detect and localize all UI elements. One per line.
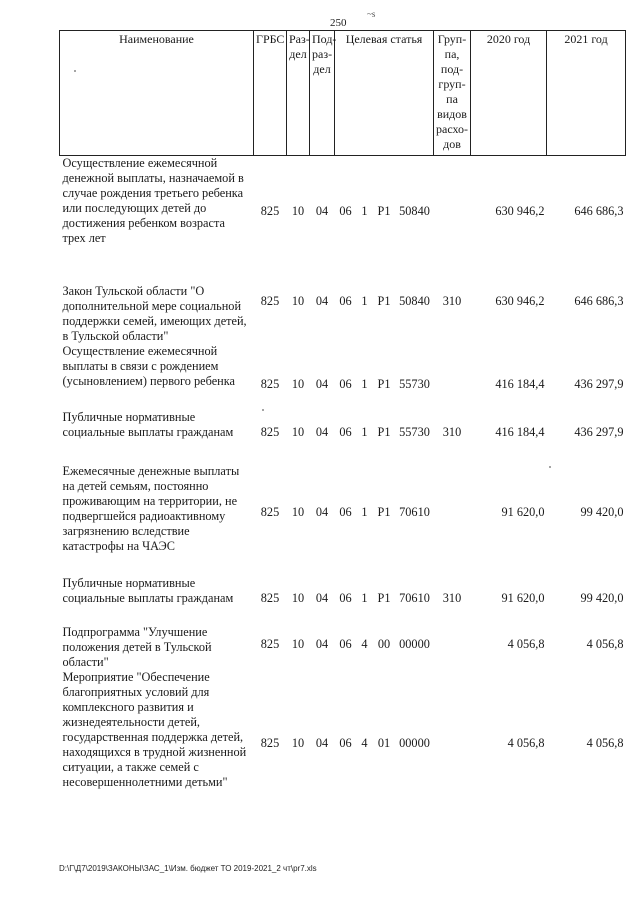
row-name: Осуществление ежемесячной денежной выплаты, назначаемой в случае рождения третьего ребенка или последующих детей до достижения ребенком возраста трех лет xyxy=(62,156,244,245)
row-ts1: 06 xyxy=(339,636,352,651)
row-ts2: 1 xyxy=(361,424,368,439)
row-ts2: 4 xyxy=(361,636,368,651)
row-grbs: 825 xyxy=(260,590,280,605)
row-ts3: Р1 xyxy=(377,590,391,605)
row-ts4: 50840 xyxy=(399,293,430,308)
row-ts2: 1 xyxy=(361,293,368,308)
header-2020: 2020 год xyxy=(471,31,547,156)
row-ts4: 00000 xyxy=(399,736,430,750)
header-name: Наименование xyxy=(60,31,254,156)
row-name: Подпрограмма "Улучшение положения детей в Тульской области" xyxy=(62,624,212,669)
row-2020: 630 946,2 xyxy=(495,203,545,218)
row-podrazdel: 04 xyxy=(315,590,329,605)
row-name: Осуществление ежемесячной выплаты в связи с рождением (усыновлением) первого ребенка xyxy=(62,343,236,388)
row-2020: 4 056,8 xyxy=(507,736,545,750)
row-name: Закон Тульской области "О дополнительной мере социальной поддержки семей, имеющих детей, в Тульской области" xyxy=(62,283,247,343)
table-row xyxy=(60,606,626,670)
row-2021: 646 686,3 xyxy=(574,293,624,308)
file-path-footer: D:\Г\Д7\2019\ЗАКОНЫ\ЗАС_1\Изм. бюджет ТО 2019-2021_2 чт\pr7.xls xyxy=(59,864,317,873)
row-2020: 416 184,4 xyxy=(495,424,545,439)
table-row xyxy=(60,344,626,392)
row-ts4: 55730 xyxy=(399,424,430,439)
row-2020: 630 946,2 xyxy=(495,293,545,308)
row-ts4: 70610 xyxy=(399,590,430,605)
header-razdel: Раз-дел xyxy=(287,31,310,156)
table-row xyxy=(60,392,626,440)
row-ts1: 06 xyxy=(339,590,352,605)
row-2021: 99 420,0 xyxy=(580,504,624,519)
row-ts2: 1 xyxy=(361,376,368,391)
row-group xyxy=(434,156,471,254)
row-group: 310 xyxy=(442,293,462,308)
row-razdel: 10 xyxy=(291,736,305,750)
row-2020: 4 056,8 xyxy=(507,636,545,651)
row-ts3: 01 xyxy=(377,736,391,750)
row-podrazdel: 04 xyxy=(315,736,329,750)
scan-speck xyxy=(549,466,551,468)
scan-speck xyxy=(262,409,264,411)
row-razdel: 10 xyxy=(291,504,305,519)
row-grbs: 825 xyxy=(260,636,280,651)
row-ts3: Р1 xyxy=(377,424,391,439)
row-razdel: 10 xyxy=(291,203,305,218)
row-ts1: 06 xyxy=(339,424,352,439)
row-2020: 91 620,0 xyxy=(501,504,545,519)
row-group xyxy=(434,606,471,670)
table-row xyxy=(60,440,626,554)
row-group xyxy=(434,440,471,554)
row-ts2: 1 xyxy=(361,590,368,605)
pen-mark-icon: ~s xyxy=(367,9,376,19)
table-row xyxy=(60,670,626,818)
row-group: 310 xyxy=(442,424,462,439)
table-header-row xyxy=(60,31,626,156)
table-row xyxy=(60,554,626,606)
row-name: Ежемесячные денежные выплаты на детей семьям, постоянно проживающим на территории, не подвергшейся радиоактивному загрязнению вследствие катастрофы на ЧАЭС xyxy=(62,463,240,553)
row-2021: 646 686,3 xyxy=(574,203,624,218)
row-grbs: 825 xyxy=(260,736,280,750)
row-2021: 436 297,9 xyxy=(574,424,624,439)
row-razdel: 10 xyxy=(291,424,305,439)
row-ts4: 55730 xyxy=(399,376,430,391)
page-number: 250 xyxy=(330,17,347,29)
row-2021: 4 056,8 xyxy=(586,736,624,750)
row-ts4: 70610 xyxy=(399,504,430,519)
row-podrazdel: 04 xyxy=(315,293,329,308)
header-grbs: ГРБС xyxy=(254,31,287,156)
row-razdel: 10 xyxy=(291,293,305,308)
row-2020: 91 620,0 xyxy=(501,590,545,605)
table-row xyxy=(60,254,626,344)
row-ts2: 4 xyxy=(361,736,368,750)
row-podrazdel: 04 xyxy=(315,203,329,218)
row-group: 310 xyxy=(442,590,462,605)
row-ts1: 06 xyxy=(339,293,352,308)
row-ts3: Р1 xyxy=(377,376,391,391)
row-grbs: 825 xyxy=(260,293,280,308)
row-ts3: Р1 xyxy=(377,293,391,308)
row-ts3: Р1 xyxy=(377,504,391,519)
row-podrazdel: 04 xyxy=(315,504,329,519)
header-target: Целевая статья xyxy=(335,31,434,156)
row-ts3: Р1 xyxy=(377,203,391,218)
row-grbs: 825 xyxy=(260,376,280,391)
row-2021: 436 297,9 xyxy=(574,376,624,391)
row-group xyxy=(434,670,471,818)
row-grbs: 825 xyxy=(260,424,280,439)
row-ts3: 00 xyxy=(377,636,391,651)
row-razdel: 10 xyxy=(291,636,305,651)
row-ts4: 50840 xyxy=(399,203,430,218)
header-2021: 2021 год xyxy=(547,31,626,156)
row-2021: 99 420,0 xyxy=(580,590,624,605)
table-row xyxy=(60,156,626,254)
row-grbs: 825 xyxy=(260,203,280,218)
row-ts4: 00000 xyxy=(399,636,430,651)
row-name: Публичные нормативные социальные выплаты гражданам xyxy=(62,575,234,605)
row-razdel: 10 xyxy=(291,376,305,391)
row-podrazdel: 04 xyxy=(315,376,329,391)
row-ts1: 06 xyxy=(339,203,352,218)
row-2021: 4 056,8 xyxy=(586,636,624,651)
row-podrazdel: 04 xyxy=(315,424,329,439)
row-name: Публичные нормативные социальные выплаты гражданам xyxy=(62,409,234,439)
row-ts1: 06 xyxy=(339,504,352,519)
row-ts2: 1 xyxy=(361,203,368,218)
row-name: Мероприятие "Обеспечение благоприятных условий для комплексного развития и жизнедеятельности детей, государственная поддержка детей, находящихся в трудной жизненной ситуации, а также семей с несовершеннолетними детьми" xyxy=(62,669,247,789)
row-razdel: 10 xyxy=(291,590,305,605)
row-ts1: 06 xyxy=(339,376,352,391)
row-ts1: 06 xyxy=(339,736,352,750)
row-ts2: 1 xyxy=(361,504,368,519)
scan-speck xyxy=(74,70,76,72)
budget-table xyxy=(59,30,626,818)
row-group xyxy=(434,344,471,392)
row-podrazdel: 04 xyxy=(315,636,329,651)
header-podrazdel: Под-раз-дел xyxy=(310,31,335,156)
row-grbs: 825 xyxy=(260,504,280,519)
row-2020: 416 184,4 xyxy=(495,376,545,391)
header-group: Груп-па, под-груп-па видов расхо-дов xyxy=(434,31,471,156)
